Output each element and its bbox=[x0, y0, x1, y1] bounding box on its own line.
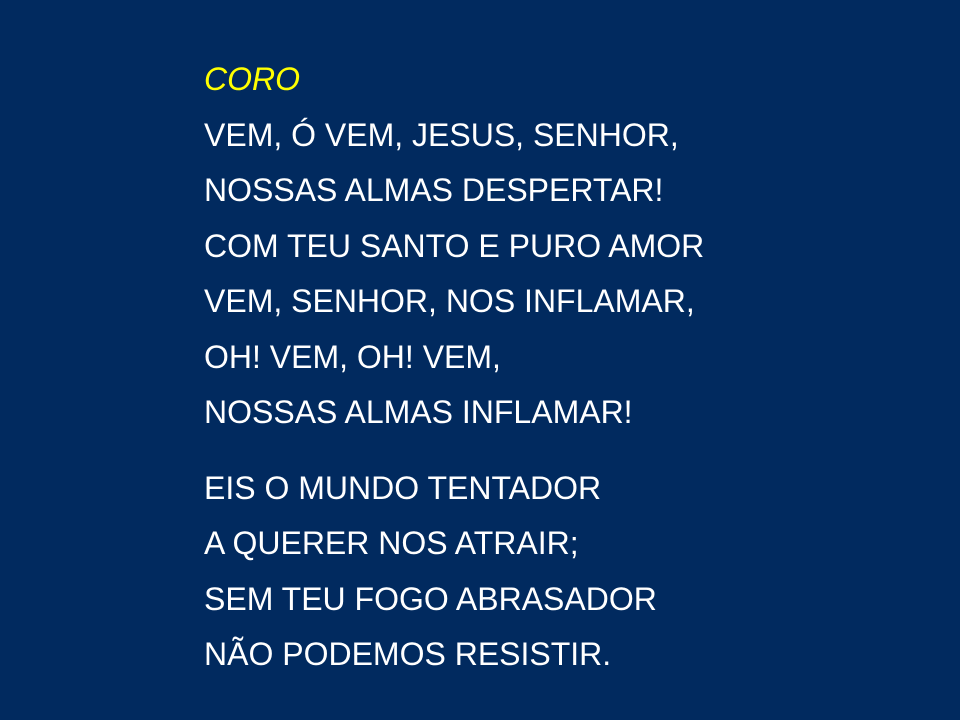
lyrics-block bbox=[204, 52, 704, 683]
chorus-line: COM TEU SANTO E PURO AMOR bbox=[204, 227, 705, 264]
stanza-divider bbox=[204, 441, 704, 461]
chorus-line: OH! VEM, OH! VEM, bbox=[204, 338, 501, 375]
chorus-line: VEM, SENHOR, NOS INFLAMAR, bbox=[204, 283, 695, 319]
chorus-line: VEM, Ó VEM, JESUS, SENHOR, bbox=[204, 116, 679, 153]
chorus-label: CORO bbox=[204, 61, 300, 97]
verse-line: A QUERER NOS ATRAIR; bbox=[204, 525, 579, 561]
chorus-line: NOSSAS ALMAS INFLAMAR! bbox=[204, 394, 633, 430]
verse-line: NÃO PODEMOS RESISTIR. bbox=[204, 636, 612, 672]
verse-line: EIS O MUNDO TENTADOR bbox=[204, 469, 602, 506]
verse-line: SEM TEU FOGO ABRASADOR bbox=[204, 580, 657, 617]
chorus-line: NOSSAS ALMAS DESPERTAR! bbox=[204, 172, 664, 208]
